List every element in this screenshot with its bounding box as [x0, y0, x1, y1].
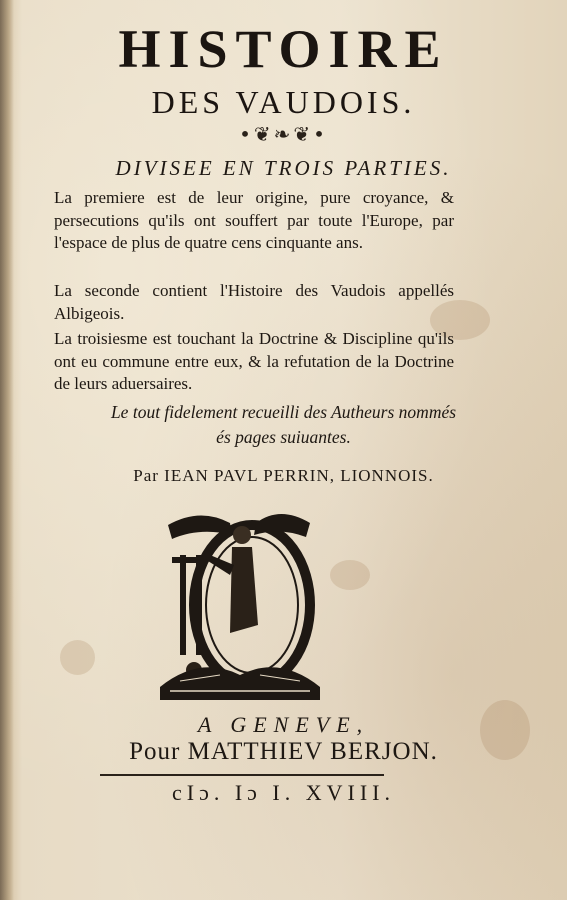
author-line: Par IEAN PAVL PERRIN, LIONNOIS.	[133, 466, 434, 485]
publication-year: cIɔ. Iɔ I. XVIII.	[171, 780, 396, 805]
sources-note-line-2: és pages suiuantes.	[216, 427, 351, 447]
ornament-flourish: •❦❧❦•	[239, 122, 328, 146]
paper-stain	[330, 560, 370, 590]
division-heading: DIVISEE EN TROIS PARTIES.	[115, 156, 452, 180]
sources-note-line-1: Le tout fidelement recueilli des Autheurs nommés	[110, 402, 457, 422]
imprint-rule-divider	[100, 774, 384, 776]
printer-name: Pour MATTHIEV BERJON.	[129, 738, 438, 765]
part-two-description: La seconde contient l'Histoire des Vaudois appellés Albigeois.	[54, 281, 454, 323]
book-subtitle: DES VAUDOIS.	[151, 84, 416, 120]
paper-stain	[60, 640, 95, 675]
part-one-description: La premiere est de leur origine, pure croyance, & persecutions qu'ils ont souffert par toute l'Europe, par l'espace de plus de quatre cens cinquante ans.	[54, 188, 454, 252]
place-of-printing: A GENEVE,	[197, 712, 370, 737]
part-three-description: La troisiesme est touchant la Doctrine & Discipline qu'ils ont eu commune entre eux, & la refutation de la Doctrine de leurs aduersaires.	[54, 329, 454, 393]
book-title: HISTOIRE	[118, 19, 449, 79]
printer-woodcut-emblem	[160, 505, 320, 700]
sources-note	[0, 400, 567, 450]
